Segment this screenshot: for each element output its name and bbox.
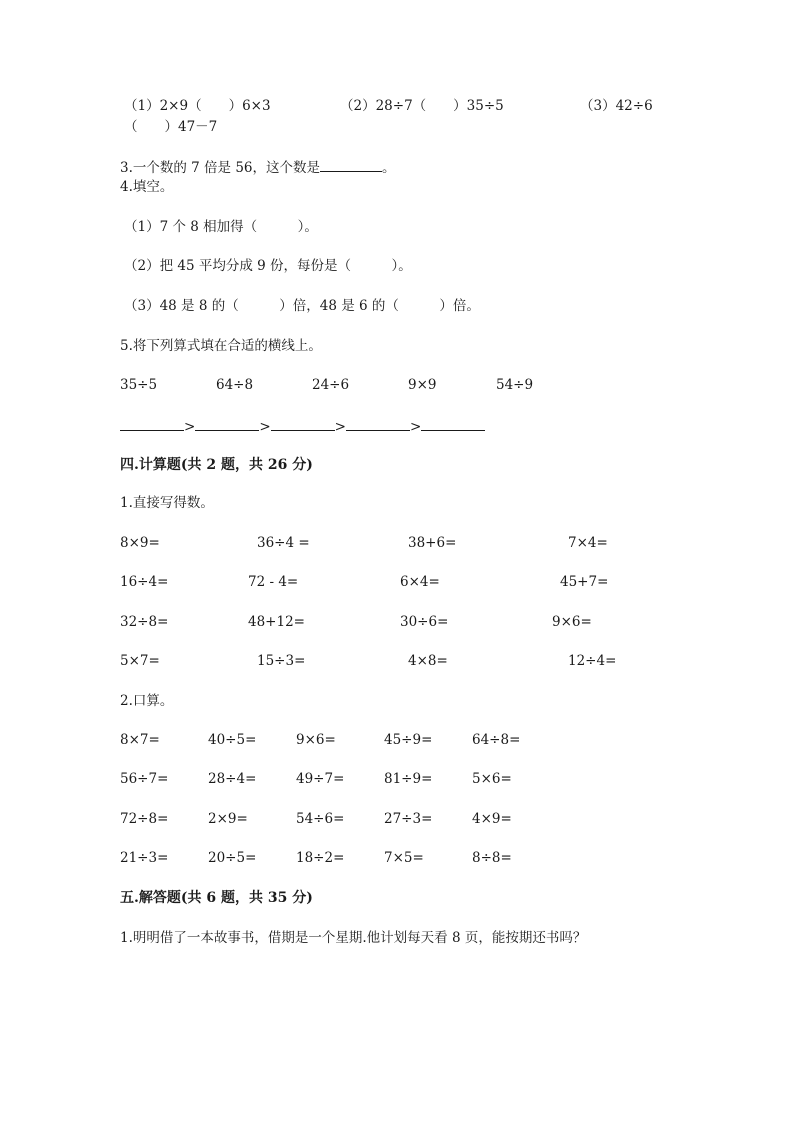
order-expr: 9×9 [408,377,437,393]
order-expr: 54÷9 [496,377,534,393]
oral-cell: 45÷9= [384,732,433,748]
section-4-heading: 四.计算题(共 2 题，共 26 分) [120,457,313,473]
oral-cell: 20÷5= [208,850,257,866]
order-blanks [120,417,485,436]
calc-cell: 45+7= [560,574,609,590]
greater-sign: > [409,419,422,435]
calc-cell: 12÷4= [568,653,617,669]
oral-cell: 8×7= [120,732,160,748]
order-blank[interactable] [120,417,184,431]
calc-cell: 72 - 4= [248,574,299,590]
oral-cell: 54÷6= [296,811,345,827]
calc-cell: 6×4= [400,574,440,590]
answer-blank[interactable] [320,158,382,172]
calc-cell: 7×4= [568,535,608,551]
calc-cell: 8×9= [120,535,160,551]
section-5-heading: 五.解答题(共 6 题，共 35 分) [120,890,313,906]
oral-cell: 8÷8= [472,850,512,866]
oral-cell: 72÷8= [120,811,169,827]
calc-cell: 4×8= [408,653,448,669]
question-3 [120,158,396,177]
calc-cell: 16÷4= [120,574,169,590]
calc-cell: 9×6= [552,614,592,630]
calc-cell: 15÷3= [257,653,306,669]
oral-cell: 9×6= [296,732,336,748]
oral-cell: 4×9= [472,811,512,827]
calc-cell: 48+12= [248,614,305,630]
greater-sign: > [259,419,271,435]
order-blank[interactable] [421,417,485,431]
oral-cell: 40÷5= [208,732,257,748]
oral-cell: 5×6= [472,771,512,787]
calc-cell: 38+6= [408,535,457,551]
order-blank[interactable] [195,417,259,431]
calc-cell: 32÷8= [120,614,169,630]
section-4-q1-title: 1.直接写得数。 [120,495,214,511]
oral-cell: 2×9= [208,811,248,827]
order-blank[interactable] [271,417,335,431]
section-5-q1: 1.明明借了一本故事书，借期是一个星期.他计划每天看 8 页，能按期还书吗？ [120,930,587,946]
question-3-end: 。 [382,160,396,176]
fill-item-2: （2）把 45 平均分成 9 份，每份是（ ）。 [124,258,412,274]
oral-cell: 56÷7= [120,771,169,787]
oral-cell: 7×5= [384,850,424,866]
order-blank[interactable] [346,417,410,431]
compare-item-3-wrap: （ ）47－7 [124,119,218,135]
oral-cell: 64÷8= [472,732,521,748]
calc-cell: 36÷4 = [257,535,310,551]
compare-item-2: （2）28÷7（ ）35÷5 [340,98,504,114]
greater-sign: > [184,419,196,435]
oral-cell: 49÷7= [296,771,345,787]
calc-cell: 30÷6= [400,614,449,630]
compare-item-1: （1）2×9（ ）6×3 [124,98,271,114]
order-expr: 64÷8 [216,377,254,393]
oral-cell: 81÷9= [384,771,433,787]
question-5-title: 5.将下列算式填在合适的横线上。 [120,338,322,354]
oral-cell: 18÷2= [296,850,345,866]
oral-cell: 27÷3= [384,811,433,827]
section-4-q2-title: 2.口算。 [120,693,174,709]
order-expr: 24÷6 [312,377,350,393]
compare-item-3: （3）42÷6 [580,98,653,114]
question-4-title: 4.填空。 [120,179,174,195]
oral-cell: 21÷3= [120,850,169,866]
question-3-text: 3.一个数的 7 倍是 56，这个数是 [120,160,321,176]
greater-sign: > [334,419,346,435]
fill-item-3: （3）48 是 8 的（ ）倍，48 是 6 的（ ）倍。 [124,298,480,314]
order-expr: 35÷5 [120,377,158,393]
fill-item-1: （1）7 个 8 相加得（ ）。 [124,219,318,235]
calc-cell: 5×7= [120,653,160,669]
oral-cell: 28÷4= [208,771,257,787]
